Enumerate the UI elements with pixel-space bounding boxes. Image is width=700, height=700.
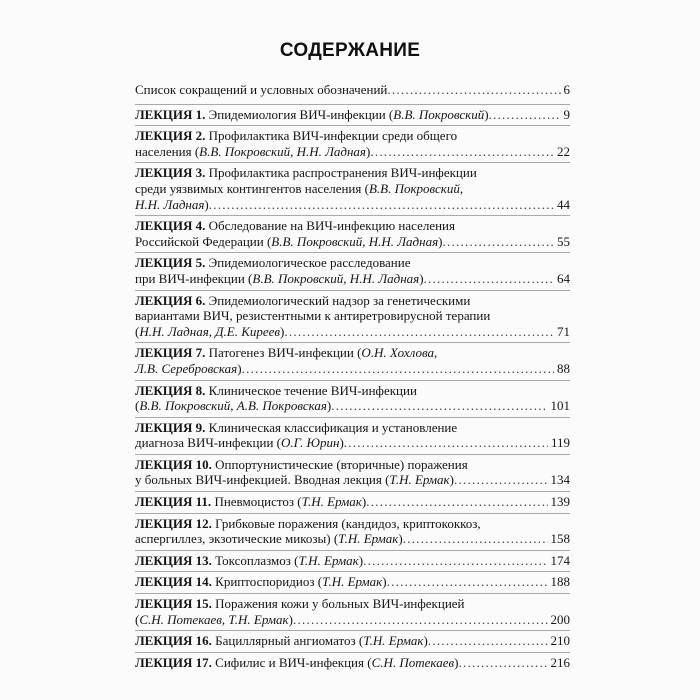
toc-entry[interactable]	[135, 593, 570, 627]
page-number: 22	[557, 143, 570, 159]
entry-authors: В.В. Покровский,	[368, 180, 464, 196]
lecture-label: ЛЕКЦИЯ 16.	[135, 633, 212, 649]
dot-leader	[458, 655, 547, 671]
toc-line-text	[135, 324, 284, 340]
entry-authors: Л.В. Серебровская	[135, 360, 238, 376]
entry-authors: О.Г. Юрин	[281, 435, 340, 451]
entry-authors: Т.Н. Ермак	[298, 552, 359, 568]
entry-title-end: )	[280, 323, 285, 339]
toc-line-text	[135, 165, 477, 181]
toc-entry[interactable]	[135, 417, 570, 451]
lecture-label: ЛЕКЦИЯ 12.	[135, 515, 212, 531]
lecture-label: ЛЕКЦИЯ 3.	[135, 165, 206, 181]
entry-title-end: )	[423, 633, 428, 649]
toc-entry[interactable]	[135, 630, 570, 649]
toc-line	[135, 255, 570, 271]
lecture-label: ЛЕКЦИЯ 10.	[135, 456, 212, 472]
lecture-label: ЛЕКЦИЯ 13.	[135, 552, 212, 568]
toc-entry[interactable]	[135, 82, 570, 98]
entry-authors: Н.Н. Ладная, Д.Е. Киреев	[139, 323, 281, 339]
entry-title: Российской Федерации (	[135, 233, 272, 249]
entry-title: Профилактика ВИЧ-инфекции среди общего	[205, 128, 458, 144]
toc-entry[interactable]	[135, 252, 570, 286]
toc-line	[135, 107, 570, 123]
entry-title-end: )	[288, 611, 293, 627]
toc-entry[interactable]	[135, 454, 570, 488]
dot-leader	[424, 271, 554, 287]
lecture-label: ЛЕКЦИЯ 5.	[135, 255, 206, 271]
dot-leader	[428, 633, 548, 649]
toc-line-text	[135, 457, 468, 473]
lecture-label: ЛЕКЦИЯ 14.	[135, 574, 212, 590]
toc-line	[135, 181, 570, 197]
dot-leader	[403, 531, 548, 547]
dot-leader	[370, 144, 554, 160]
toc-line	[135, 361, 570, 377]
lecture-label: ЛЕКЦИЯ 11.	[135, 494, 212, 510]
toc-line	[135, 324, 570, 340]
page-number: 44	[557, 196, 570, 212]
entry-title: Бациллярный ангиоматоз (	[211, 633, 364, 649]
page-number: 200	[550, 611, 570, 627]
entry-title-end: )	[484, 106, 489, 122]
entry-title: Оппортунистические (вторичные) поражения	[211, 456, 468, 472]
page-number: 71	[557, 323, 570, 339]
lecture-label: ЛЕКЦИЯ 1.	[135, 106, 206, 122]
entry-title-end: )	[454, 654, 459, 670]
toc-entry[interactable]	[135, 513, 570, 547]
entry-title-end: )	[382, 574, 387, 590]
toc-line-text	[135, 144, 370, 160]
entry-title-end: )	[361, 494, 367, 510]
dot-leader	[242, 361, 554, 377]
dot-leader	[293, 612, 548, 628]
toc-entry[interactable]	[135, 550, 570, 569]
entry-title: среди уязвимых контингентов населения (	[135, 180, 369, 196]
toc-line	[135, 435, 570, 451]
toc-entry[interactable]	[135, 491, 570, 510]
page-number: 55	[557, 233, 570, 249]
dot-leader	[387, 82, 560, 98]
dot-leader	[363, 553, 547, 569]
toc-line	[135, 293, 570, 309]
lecture-label: ЛЕКЦИЯ 4.	[135, 218, 206, 234]
entry-title: Профилактика распространения ВИЧ-инфекции	[205, 165, 477, 181]
toc-line-text	[135, 255, 411, 271]
toc-line-text	[135, 308, 490, 324]
toc-line	[135, 128, 570, 144]
toc-line	[135, 82, 570, 98]
entry-title: Обследование на ВИЧ-инфекцию населения	[205, 218, 455, 234]
entry-title-end: )	[204, 196, 209, 212]
page-number: 188	[550, 574, 570, 590]
entry-authors: Н.Н. Ладная	[135, 196, 205, 212]
toc-line-text	[135, 516, 481, 532]
entry-title-end: )	[449, 472, 454, 488]
toc-line	[135, 655, 570, 671]
toc-line-text	[135, 472, 454, 488]
entry-title-end: )	[419, 270, 424, 286]
entry-title-end: )	[438, 233, 443, 249]
dot-leader	[331, 398, 547, 414]
toc-entry[interactable]	[135, 571, 570, 590]
toc-line	[135, 596, 570, 612]
page-number: 119	[550, 435, 570, 451]
entry-authors: В.В. Покровский, Н.Н. Ладная	[199, 143, 366, 159]
toc-line	[135, 516, 570, 532]
entry-title: (	[135, 398, 140, 414]
entry-title: при ВИЧ-инфекции (	[135, 270, 253, 286]
toc-line-text	[135, 633, 428, 649]
toc-line-text	[135, 361, 242, 377]
toc-entry[interactable]	[135, 380, 570, 414]
entry-title: Эпидемиологическое расследование	[205, 255, 411, 271]
toc-line	[135, 531, 570, 547]
toc-line-text	[135, 234, 442, 250]
entry-authors: В.В. Покровский, Н.Н. Ладная	[252, 270, 420, 286]
entry-title: Поражения кожи у больных ВИЧ-инфекцией	[211, 596, 465, 612]
toc-line-text	[135, 181, 463, 197]
entry-authors: Т.Н. Ермак	[338, 531, 399, 547]
entry-title: Грибковые поражения (кандидоз, криптококкоз,	[211, 515, 481, 531]
page-number: 64	[557, 270, 570, 286]
entry-title: диагноза ВИЧ-инфекции (	[135, 435, 281, 451]
lecture-label: ЛЕКЦИЯ 9.	[135, 419, 206, 435]
entry-authors: Т.Н. Ермак	[389, 472, 450, 488]
toc-entry[interactable]	[135, 652, 570, 671]
toc-line	[135, 553, 570, 569]
entry-title-end: )	[237, 360, 242, 376]
toc-line-text	[135, 398, 331, 414]
entry-authors: Т.Н. Ермак	[363, 633, 424, 649]
entry-authors: В.В. Покровский	[393, 106, 485, 122]
entry-title: (	[135, 323, 140, 339]
page-title: СОДЕРЖАНИЕ	[279, 40, 421, 61]
entry-title: Токсоплазмоз (	[211, 552, 299, 568]
toc-line	[135, 308, 570, 324]
toc-entry[interactable]	[135, 162, 570, 212]
dot-leader	[387, 574, 548, 590]
page-number: 101	[550, 398, 570, 414]
table-of-contents	[135, 82, 570, 670]
toc-line-text	[135, 271, 424, 287]
page-number: 88	[557, 360, 570, 376]
page-number: 210	[550, 633, 570, 649]
page-number: 216	[550, 654, 570, 670]
toc-line	[135, 383, 570, 399]
toc-line-text	[135, 435, 344, 451]
entry-authors: В.В. Покровский, А.В. Покровская	[139, 398, 327, 414]
toc-line-text	[135, 553, 363, 569]
lecture-label: ЛЕКЦИЯ 17.	[135, 654, 212, 670]
page-number: 6	[563, 82, 570, 97]
dot-leader	[454, 472, 548, 488]
toc-entry[interactable]	[135, 104, 570, 123]
toc-line-text	[135, 574, 387, 590]
dot-leader	[442, 234, 554, 250]
toc-line	[135, 398, 570, 414]
toc-entry[interactable]	[135, 215, 570, 249]
page-number: 139	[550, 494, 570, 510]
entry-authors: О.Н. Хохлова,	[361, 345, 438, 361]
toc-entry[interactable]	[135, 125, 570, 159]
entry-title: вариантами ВИЧ, резистентными к антиретровирусной терапии	[135, 308, 491, 324]
toc-line	[135, 345, 570, 361]
toc-line	[135, 633, 570, 649]
entry-title: Клиническая классификация и установление	[205, 419, 458, 435]
entry-authors: В.В. Покровский, Н.Н. Ладная	[271, 233, 439, 249]
toc-line-text	[135, 293, 470, 309]
toc-line-text	[135, 655, 458, 671]
toc-line	[135, 612, 570, 628]
entry-title: Сифилис и ВИЧ-инфекция (	[211, 654, 372, 670]
entry-title: Клиническое течение ВИЧ-инфекции	[205, 382, 417, 398]
toc-line-text	[135, 82, 387, 98]
toc-line	[135, 234, 570, 250]
toc-line-text	[135, 345, 437, 361]
toc-line	[135, 472, 570, 488]
toc-line	[135, 574, 570, 590]
toc-line-text	[135, 383, 417, 399]
toc-line-text	[135, 494, 366, 510]
toc-line	[135, 165, 570, 181]
entry-title: Эпидемиологический надзор за генетическими	[205, 292, 471, 308]
entry-authors: С.Н. Потекаев, Т.Н. Ермак	[139, 611, 289, 627]
entry-title: Список сокращений и условных обозначений	[135, 82, 388, 97]
toc-line-text	[135, 531, 403, 547]
entry-title-end: )	[358, 552, 364, 568]
entry-title: Пневмоцистоз (	[211, 494, 302, 510]
lecture-label: ЛЕКЦИЯ 8.	[135, 382, 206, 398]
dot-leader	[366, 494, 547, 510]
page-number: 134	[550, 472, 570, 488]
lecture-label: ЛЕКЦИЯ 2.	[135, 128, 206, 144]
entry-authors: Т.Н. Ермак	[322, 574, 383, 590]
toc-line	[135, 457, 570, 473]
toc-line-text	[135, 128, 457, 144]
toc-line-text	[135, 420, 457, 436]
dot-leader	[209, 197, 554, 213]
toc-line-text	[135, 197, 209, 213]
page-number: 9	[563, 106, 570, 122]
entry-title: у больных ВИЧ-инфекцией. Вводная лекция (	[135, 472, 390, 488]
entry-title: населения (	[135, 143, 200, 159]
toc-line-text	[135, 596, 465, 612]
entry-authors: Т.Н. Ермак	[301, 494, 362, 510]
dot-leader	[344, 435, 548, 451]
entry-title-end: )	[398, 531, 403, 547]
toc-entry[interactable]	[135, 342, 570, 376]
toc-line	[135, 494, 570, 510]
toc-line	[135, 420, 570, 436]
page-number: 158	[550, 531, 570, 547]
entry-title: Патогенез ВИЧ-инфекции (	[205, 345, 362, 361]
toc-line-text	[135, 107, 489, 123]
entry-authors: С.Н. Потекаев	[371, 654, 455, 670]
lecture-label: ЛЕКЦИЯ 7.	[135, 345, 206, 361]
toc-line-text	[135, 612, 293, 628]
dot-leader	[489, 107, 561, 123]
toc-line	[135, 144, 570, 160]
dot-leader	[284, 324, 554, 340]
page-number: 174	[550, 552, 570, 568]
entry-title: Криптоспоридиоз (	[211, 574, 323, 590]
entry-title-end: )	[365, 143, 371, 159]
lecture-label: ЛЕКЦИЯ 15.	[135, 596, 212, 612]
entry-title-end: )	[339, 435, 344, 451]
toc-line-text	[135, 218, 455, 234]
toc-entry[interactable]	[135, 290, 570, 340]
entry-title: (	[135, 611, 140, 627]
toc-line	[135, 218, 570, 234]
toc-line	[135, 197, 570, 213]
entry-title: Эпидемиология ВИЧ-инфекции (	[205, 106, 394, 122]
toc-line	[135, 271, 570, 287]
lecture-label: ЛЕКЦИЯ 6.	[135, 292, 206, 308]
entry-title-end: )	[326, 398, 332, 414]
entry-title: аспергиллез, экзотические микозы) (	[135, 531, 339, 547]
